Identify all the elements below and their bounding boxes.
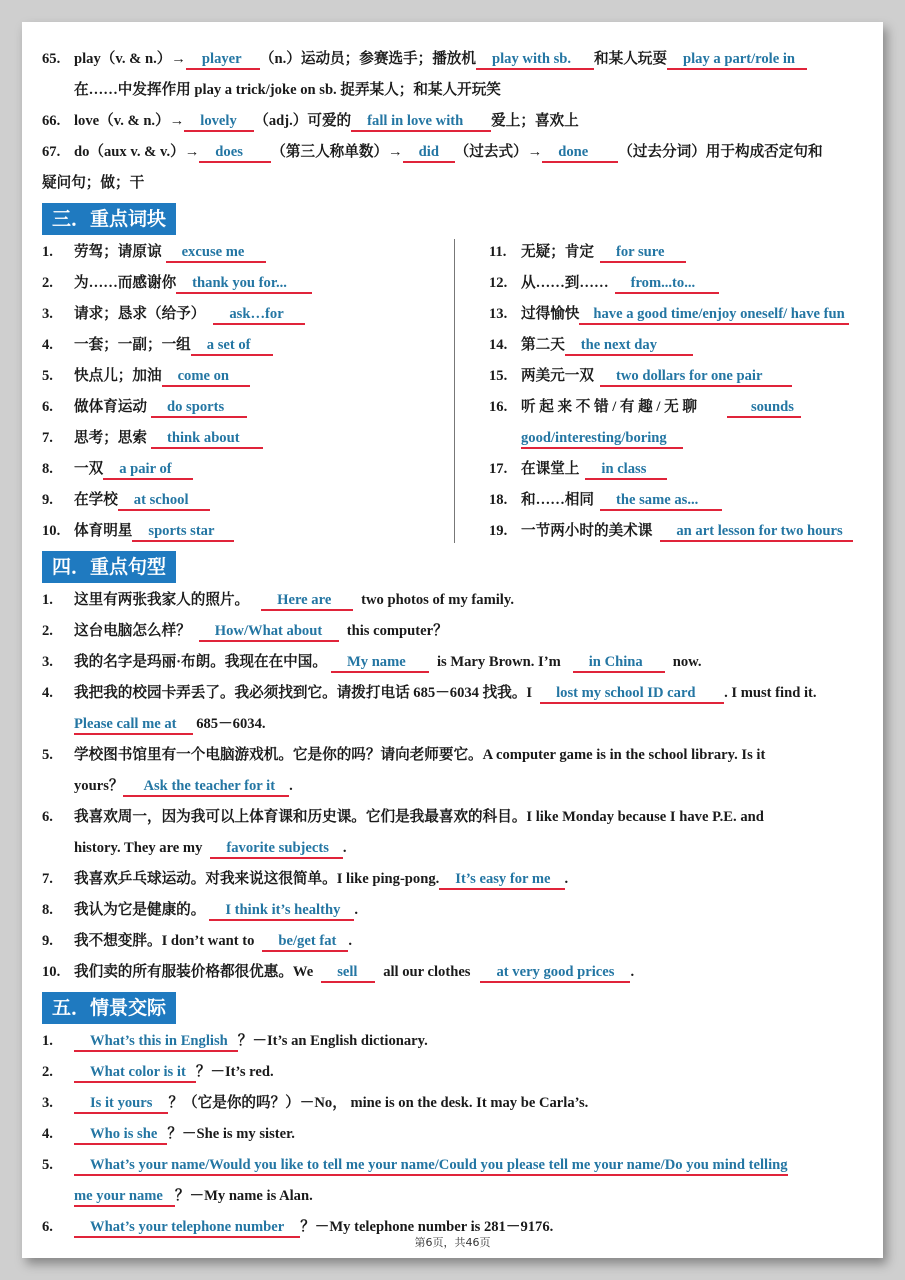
item-number: 10. [42,964,61,980]
item-number: 6. [42,399,53,415]
answer-blank: does [199,143,271,163]
vocab-continuation [42,168,872,199]
dialog-text: ？－It’s an English dictionary. [237,1033,428,1049]
item-number: 11. [489,244,507,260]
item-number: 9. [42,933,53,949]
answer-blank: at school [118,491,210,511]
phrase-item [42,454,462,485]
sentence-text: 我们卖的所有服装价格都很优惠。We [74,964,314,980]
answer-blank: think about [151,429,263,449]
item-number: 3. [42,1095,53,1111]
dialog-item [42,1119,872,1150]
phrase-item [42,237,462,268]
phrase-item [42,361,462,392]
sentence-text: 我不想变胖。I don’t want to [74,933,255,949]
answer-blank: How/What about [199,622,339,642]
item-number: 10. [42,523,61,539]
answer-blank: come on [162,367,250,387]
word-text: （第三人称单数）→ [271,144,403,160]
sentence-text: 这台电脑怎么样？ [74,623,191,639]
item-number: 9. [42,492,53,508]
phrase-chinese: 第二天 [521,337,565,353]
sentence-item [42,957,872,988]
sentence-item [42,740,872,771]
answer-blank: player [186,50,260,70]
answer-blank: sports star [132,522,234,542]
section-title: 四．重点句型 [42,551,176,583]
phrase-item [489,299,872,330]
phrase-chinese: 在学校 [74,492,118,508]
sentence-text: yours？ [74,778,124,794]
item-number: 16. [489,399,508,415]
sentence-text: . [354,902,359,918]
sentence-item [42,647,872,678]
item-number: 67. [42,144,61,160]
phrase-chinese: 无疑；肯定 [521,244,594,260]
word-text: play（v. & n.）→ [74,51,186,67]
answer-blank: two dollars for one pair [600,367,792,387]
item-number: 15. [489,368,508,384]
word-text: love（v. & n.）→ [74,113,185,129]
dialog-text: ？－My name is Alan. [174,1188,313,1204]
item-number: 5. [42,368,53,384]
sentence-text: 我认为它是健康的。 [74,902,206,918]
answer-blank: for sure [600,243,686,263]
phrase-item [489,237,872,268]
word-text: 爱上；喜欢上 [491,113,579,129]
sentence-continuation [42,833,872,864]
item-number: 2. [42,275,53,291]
column-divider [454,239,455,543]
item-number: 8. [42,461,53,477]
item-number: 6. [42,1219,53,1235]
phrase-continuation [489,423,872,454]
word-text: 在……中发挥作用 play a trick/joke on sb. 捉弄某人；和某人开玩笑 [74,82,501,98]
item-number: 8. [42,902,53,918]
phrase-chinese: 和……相同 [521,492,594,508]
phrase-item [42,516,462,547]
item-number: 7. [42,430,53,446]
item-number: 17. [489,461,508,477]
answer-blank: thank you for... [176,274,312,294]
answer-blank: excuse me [166,243,266,263]
answer-blank: me your name [74,1187,175,1207]
item-number: 1. [42,592,53,608]
answer-blank: done [542,143,618,163]
answer-blank: I think it’s healthy [209,901,354,921]
word-text: do（aux v. & v.）→ [74,144,200,160]
word-text: （adj.）可爱的 [254,113,352,129]
sentence-text: . [342,840,347,856]
phrase-item [489,485,872,516]
answer-blank: lost my school ID card [540,684,724,704]
answer-blank: My name [331,653,429,673]
sentence-text: now. [672,654,702,670]
answer-blank: a pair of [103,460,193,480]
answer-blank: Please call me at [74,715,193,735]
section-header [42,199,872,237]
section-title: 三．重点词块 [42,203,176,235]
answer-blank: an art lesson for two hours [660,522,852,542]
answer-blank: What color is it [74,1063,196,1083]
answer-blank: at very good prices [480,963,630,983]
answer-blank: favorite subjects [210,839,343,859]
item-number: 3. [42,306,53,322]
dialog-text: ？（它是你的吗？）－No， mine is on the desk. It may be Carla’s. [168,1095,589,1111]
sentence-text: 我的名字是玛丽·布朗。我现在在中国。 [74,654,327,670]
phrase-chinese: 体育明星 [74,523,133,539]
answer-blank: do sports [151,398,247,418]
phrase-column-left [42,237,462,547]
word-text: 疑问句；做；干 [42,175,145,191]
sentence-text: . I must find it. [724,685,817,701]
sentence-text: 我喜欢周一，因为我可以上体育课和历史课。它们是我最喜欢的科目。I like Monday because I have P.E. and [74,809,764,825]
answer-blank: lovely [184,112,254,132]
phrase-chinese: 做体育运动 [74,399,147,415]
item-number: 3. [42,654,53,670]
item-number: 14. [489,337,508,353]
dialog-item [42,1057,872,1088]
word-text: （n.）运动员；参赛选手；播放机 [259,51,476,67]
phrase-item [489,454,872,485]
item-number: 19. [489,523,508,539]
answer-blank: in China [573,653,665,673]
sentence-item [42,926,872,957]
phrase-chinese: 劳驾；请原谅 [74,244,162,260]
section-header [42,547,872,585]
answer-blank: Who is she [74,1125,167,1145]
item-number: 13. [489,306,508,322]
answer-blank: good/interesting/boring [521,429,683,449]
answer-blank: the next day [565,336,693,356]
document-page [22,22,883,1258]
dialog-text: ？－She is my sister. [167,1126,295,1142]
sentence-text: . [348,933,353,949]
phrase-item [42,330,462,361]
phrase-chinese: 一节两小时的美术课 [521,523,653,539]
sentence-text: history. They are my [74,840,203,856]
section-title: 五．情景交际 [42,992,176,1024]
phrase-chinese: 为……而感谢你 [74,275,177,291]
vocab-continuation [42,75,872,106]
answer-blank: fall in love with [351,112,491,132]
section-header [42,988,872,1026]
phrase-item [489,330,872,361]
answer-blank: have a good time/enjoy oneself/ have fun [579,305,848,325]
word-text: 和某人玩耍 [594,51,667,67]
sentence-text: all our clothes [383,964,471,980]
dialog-continuation [42,1181,872,1212]
sentence-continuation [42,709,872,740]
sentence-text: . [289,778,293,794]
phrase-item [489,392,872,423]
sentence-text: is Mary Brown. I’m [436,654,561,670]
answer-blank: from...to... [615,274,719,294]
item-number: 4. [42,1126,53,1142]
item-number: 65. [42,51,61,67]
answer-blank: What’s this in English [74,1032,238,1052]
dialog-item [42,1150,872,1181]
vocab-item [42,106,872,137]
sentence-text: this computer？ [346,623,448,639]
answer-blank: sounds [727,398,801,418]
vocab-item [42,44,872,75]
sentence-text: 我把我的校园卡弄丢了。我必须找到它。请拨打电话 685－6034 找我。I [74,685,533,701]
item-number: 4. [42,337,53,353]
phrase-chinese: 一套；一副；一组 [74,337,191,353]
answer-blank: play with sb. [476,50,594,70]
phrase-chinese: 在课堂上 [521,461,580,477]
sentence-item [42,678,872,709]
answer-blank: the same as... [600,491,722,511]
sentence-item [42,895,872,926]
sentence-text: 学校图书馆里有一个电脑游戏机。它是你的吗？请向老师要它。A computer game is in the school library. Is it [74,747,766,763]
phrase-item [42,299,462,330]
sentence-item [42,802,872,833]
phrase-chinese: 请求；恳求（给予） [74,306,206,322]
dialog-text: ？－It’s red. [195,1064,274,1080]
item-number: 2. [42,1064,53,1080]
phrase-chinese: 两美元一双 [521,368,594,384]
answer-blank: What’s your name/Would you like to tell me your name/Could you please tell me your name/Do you mind telling [74,1156,788,1176]
answer-blank: Ask the teacher for it [123,777,289,797]
sentence-text: two photos of my family. [361,592,514,608]
answer-blank: did [403,143,455,163]
item-number: 66. [42,113,61,129]
answer-blank: What’s your telephone number [74,1218,300,1238]
word-text: （过去分词）用于构成否定句和 [618,144,823,160]
sentence-text: . [564,871,569,887]
sentence-item [42,585,872,616]
phrase-item [42,268,462,299]
answer-blank: sell [321,963,375,983]
item-number: 4. [42,685,53,701]
item-number: 2. [42,623,53,639]
answer-blank: play a part/role in [667,50,807,70]
sentence-item [42,864,872,895]
answer-blank: Here are [261,591,353,611]
dialog-item [42,1088,872,1119]
item-number: 1. [42,244,53,260]
dialog-item [42,1026,872,1057]
phrase-chinese: 从……到…… [521,275,609,291]
item-number: 6. [42,809,53,825]
sentence-continuation [42,771,872,802]
answer-blank: ask…for [213,305,305,325]
item-number: 12. [489,275,508,291]
phrase-chinese: 一双 [74,461,104,477]
answer-blank: in class [585,460,667,480]
dialog-text: ？－My telephone number is 281－9176. [300,1219,554,1235]
phrase-item [489,516,872,547]
phrase-columns [42,237,872,547]
phrase-item [42,485,462,516]
sentence-text: 这里有两张我家人的照片。 [74,592,250,608]
item-number: 18. [489,492,508,508]
phrase-item [42,392,462,423]
page-footer: 第6页，共46页 [414,1236,491,1249]
phrase-chinese: 过得愉快 [521,306,580,322]
sentence-text: 我喜欢乒乓球运动。对我来说这很简单。I like ping-pong. [74,871,440,887]
answer-blank: a set of [191,336,273,356]
phrase-chinese: 听 起 来 不 错 / 有 趣 / 无 聊 [521,399,697,415]
vocab-item [42,137,872,168]
phrase-chinese: 快点儿；加油 [74,368,162,384]
answer-blank: It’s easy for me [439,870,564,890]
phrase-chinese: 思考；思索 [74,430,147,446]
item-number: 5. [42,1157,53,1173]
phrase-item [42,423,462,454]
item-number: 7. [42,871,53,887]
word-text: （过去式）→ [454,144,543,160]
item-number: 5. [42,747,53,763]
sentence-text: . [630,964,635,980]
answer-blank: Is it yours [74,1094,168,1114]
sentence-text: 685－6034. [196,716,266,732]
phrase-item [489,361,872,392]
answer-blank: be/get fat [262,932,348,952]
page-content [42,44,872,1243]
phrase-column-right [462,237,872,547]
item-number: 1. [42,1033,53,1049]
sentence-item [42,616,872,647]
phrase-item [489,268,872,299]
